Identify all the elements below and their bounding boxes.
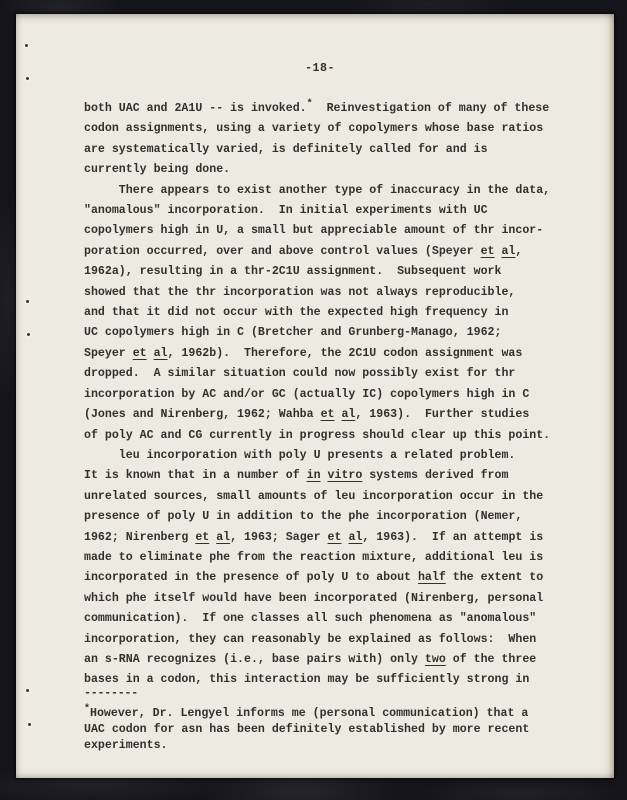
text-line: showed that the thr incorporation was not always reproducible,	[84, 285, 516, 299]
text-line: 1962; Nirenberg et al, 1963; Sager et al, 1963). If an attempt is	[84, 530, 544, 544]
text-line: (Jones and Nirenberg, 1962; Wahba et al, 1963). Further studies	[84, 408, 530, 422]
text-line: codon assignments, using a variety of copolymers whose base ratios	[84, 122, 544, 136]
text-line: incorporated in the presence of poly U to about half the extent to	[84, 571, 544, 585]
scan-speck	[28, 723, 31, 726]
scan-speck	[25, 44, 28, 47]
page-number: -18-	[305, 62, 335, 75]
text-line: It is known that in a number of in vitro systems derived from	[84, 469, 509, 483]
text-line: made to eliminate phe from the reaction mixture, additional leu is	[84, 550, 544, 564]
footnote-separator: --------	[84, 687, 139, 700]
footnote-text	[84, 706, 529, 754]
text-line: 1962a), resulting in a thr-2C1U assignment. Subsequent work	[84, 265, 502, 279]
text-line: an s-RNA recognizes (i.e., base pairs with) only two of the three	[84, 652, 537, 666]
scan-speck	[26, 689, 29, 692]
text-line: are systematically varied, is definitely called for and is	[84, 142, 488, 156]
text-line: Speyer et al, 1962b). Therefore, the 2C1U codon assignment was	[84, 346, 523, 360]
body-text	[84, 99, 550, 691]
text-line: of poly AC and CG currently in progress should clear up this point.	[84, 428, 551, 442]
text-line: incorporation by AC and/or GC (actually IC) copolymers high in C	[84, 387, 530, 401]
text-line: UC copolymers high in C (Bretcher and Grunberg-Manago, 1962;	[84, 326, 502, 340]
text-line: incorporation, they can reasonably be explained as follows: When	[84, 632, 537, 646]
scan-speck	[26, 300, 29, 303]
text-line: "anomalous" incorporation. In initial experiments with UC	[84, 204, 488, 218]
text-line: communication). If one classes all such phenomena as "anomalous"	[84, 612, 537, 626]
text-line: leu incorporation with poly U presents a related problem.	[84, 448, 516, 462]
text-line: experiments.	[84, 739, 168, 752]
text-line: both UAC and 2A1U -- is invoked.* Reinvestigation of many of these	[84, 99, 550, 115]
text-line: There appears to exist another type of inaccuracy in the data,	[84, 183, 551, 197]
text-line: presence of poly U in addition to the phe incorporation (Nemer,	[84, 510, 523, 524]
text-line: *However, Dr. Lengyel informs me (personal communication) that a	[84, 704, 529, 720]
text-line: bases in a codon, this interaction may be sufficiently strong in	[84, 673, 530, 687]
scan-speck	[26, 77, 29, 80]
text-line: dropped. A similar situation could now possibly exist for thr	[84, 367, 516, 381]
scan-speck	[27, 333, 30, 336]
document-page	[16, 14, 614, 778]
text-line: and that it did not occur with the expected high frequency in	[84, 306, 509, 320]
text-line: unrelated sources, small amounts of leu incorporation occur in the	[84, 489, 544, 503]
text-line: poration occurred, over and above control values (Speyer et al,	[84, 244, 523, 258]
text-line: copolymers high in U, a small but appreciable amount of thr incor-	[84, 224, 544, 238]
text-line: currently being done.	[84, 163, 231, 177]
text-line: UAC codon for asn has been definitely established by more recent	[84, 723, 530, 736]
text-line: which phe itself would have been incorporated (Nirenberg, personal	[84, 591, 544, 605]
